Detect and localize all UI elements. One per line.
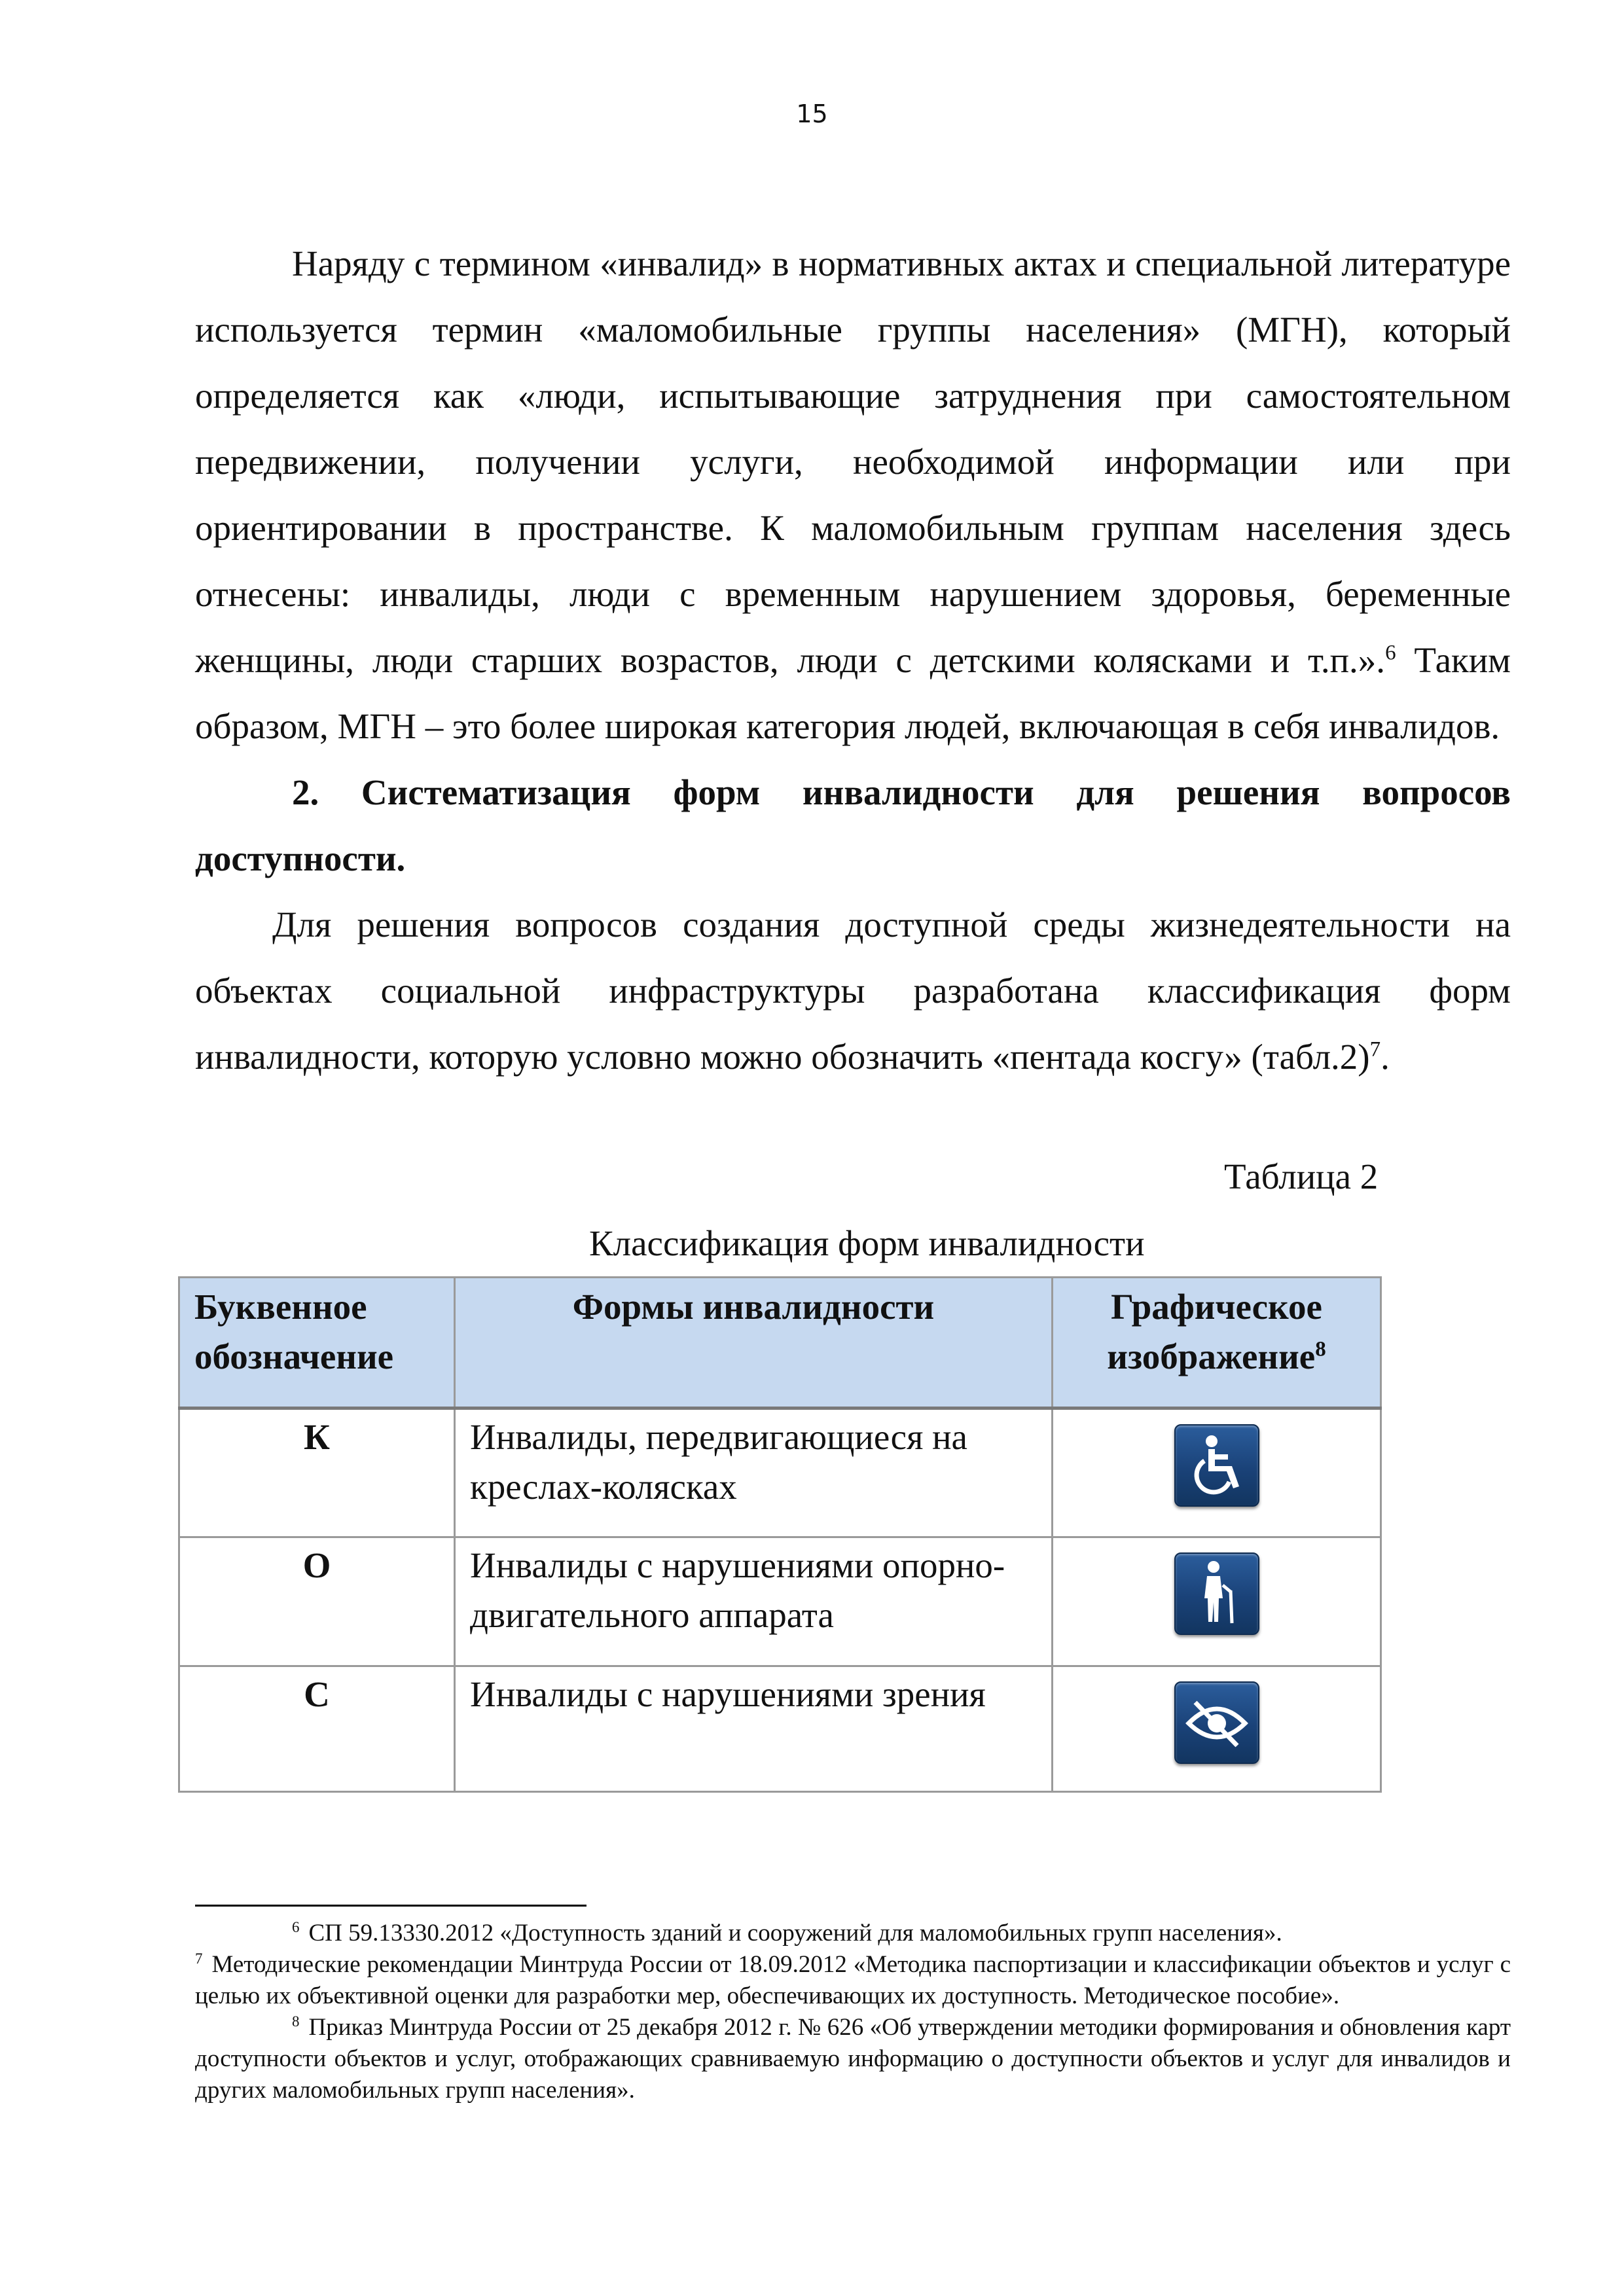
footnote-number: 8 — [292, 2013, 300, 2030]
visual-impairment-icon — [1174, 1681, 1259, 1764]
footnote-number: 6 — [292, 1918, 300, 1935]
paragraph-mgn — [195, 230, 1511, 759]
table-row — [179, 1408, 1381, 1537]
section-heading: 2. Систематизация форм инвалидности для решения вопросов доступности. — [195, 772, 1511, 878]
row-form: Инвалиды с нарушениями зрения — [455, 1666, 1053, 1792]
row-image — [1053, 1408, 1381, 1537]
header-code: Буквенное обозначение — [179, 1278, 455, 1408]
row-form: Инвалиды, передвигающиеся на креслах-колясках — [455, 1408, 1053, 1537]
header-image — [1053, 1278, 1381, 1408]
row-code: С — [179, 1666, 455, 1792]
table-label: Таблица 2 — [1224, 1157, 1379, 1196]
main-text — [195, 230, 1511, 1090]
walking-cane-icon — [1174, 1552, 1259, 1635]
row-image — [1053, 1537, 1381, 1666]
header-form: Формы инвалидности — [455, 1278, 1053, 1408]
paragraph-classification — [195, 891, 1511, 1090]
header-image-text: Графическое изображение — [1107, 1287, 1322, 1376]
footnote-separator — [195, 1905, 586, 1907]
footnote-ref-8[interactable]: 8 — [1315, 1337, 1326, 1361]
table-row — [179, 1666, 1381, 1792]
footnote-text: Приказ Минтруда России от 25 декабря 2012 г. № 626 «Об утверждении методики формирования и обновления карт доступности объектов и услуг, отображающих сравниваемую информацию о доступности объектов и услуг для инвалидов и других маломобильных групп населения». — [195, 2014, 1511, 2104]
footnote-7 — [195, 1949, 1511, 2012]
row-code: О — [179, 1537, 455, 1666]
footnote-ref-6[interactable]: 6 — [1385, 641, 1396, 665]
footnote-6 — [195, 1918, 1511, 1949]
paragraph-classification-text: Для решения вопросов создания доступной среды жизнедеятельности на объектах социальной инфраструктуры разработана классификация форм инвалидности, которую условно можно обозначить «пентада косгу» (табл.2) — [195, 905, 1511, 1077]
footnote-8 — [195, 2012, 1511, 2106]
row-code: К — [179, 1408, 455, 1537]
table-row — [179, 1537, 1381, 1666]
row-form: Инвалиды с нарушениями опорно-двигательного аппарата — [455, 1537, 1053, 1666]
wheelchair-icon — [1174, 1424, 1259, 1507]
page-number: 15 — [796, 99, 828, 128]
table-header-row — [179, 1278, 1381, 1408]
table-caption: Классификация форм инвалидности — [589, 1223, 1145, 1263]
paragraph-mgn-text: Наряду с термином «инвалид» в нормативных актах и специальной литературе используется термин «маломобильные группы населения» (МГН), который определяется как «люди, испытывающие затруднения при самостоятельном передвижении, получении услуги, необходимой информации или при ориентировании в пространстве. К маломобильным группам населения здесь отнесены: инвалиды, люди с временным нарушением здоровья, беременные женщины, люди старших возрастов, люди с детскими колясками и т.п.». — [195, 243, 1511, 680]
footnotes — [195, 1918, 1511, 2106]
footnote-ref-7[interactable]: 7 — [1369, 1037, 1381, 1062]
disability-forms-table — [178, 1276, 1382, 1793]
footnote-text: СП 59.13330.2012 «Доступность зданий и сооружений для маломобильных групп населения». — [308, 1920, 1282, 1946]
paragraph-mgn-tail: Таким образом, МГН – это более широкая категория людей, включающая в себя инвалидов. — [195, 640, 1511, 746]
paragraph-classification-tail: . — [1380, 1037, 1390, 1077]
footnote-text: Методические рекомендации Минтруда России от 18.09.2012 «Методика паспортизации и классификации объектов и услуг с целью их объективной оценки для разработки мер, обеспечивающих их доступность. Методическое пособие». — [195, 1951, 1511, 2009]
row-image — [1053, 1666, 1381, 1792]
footnote-number: 7 — [195, 1950, 203, 1967]
